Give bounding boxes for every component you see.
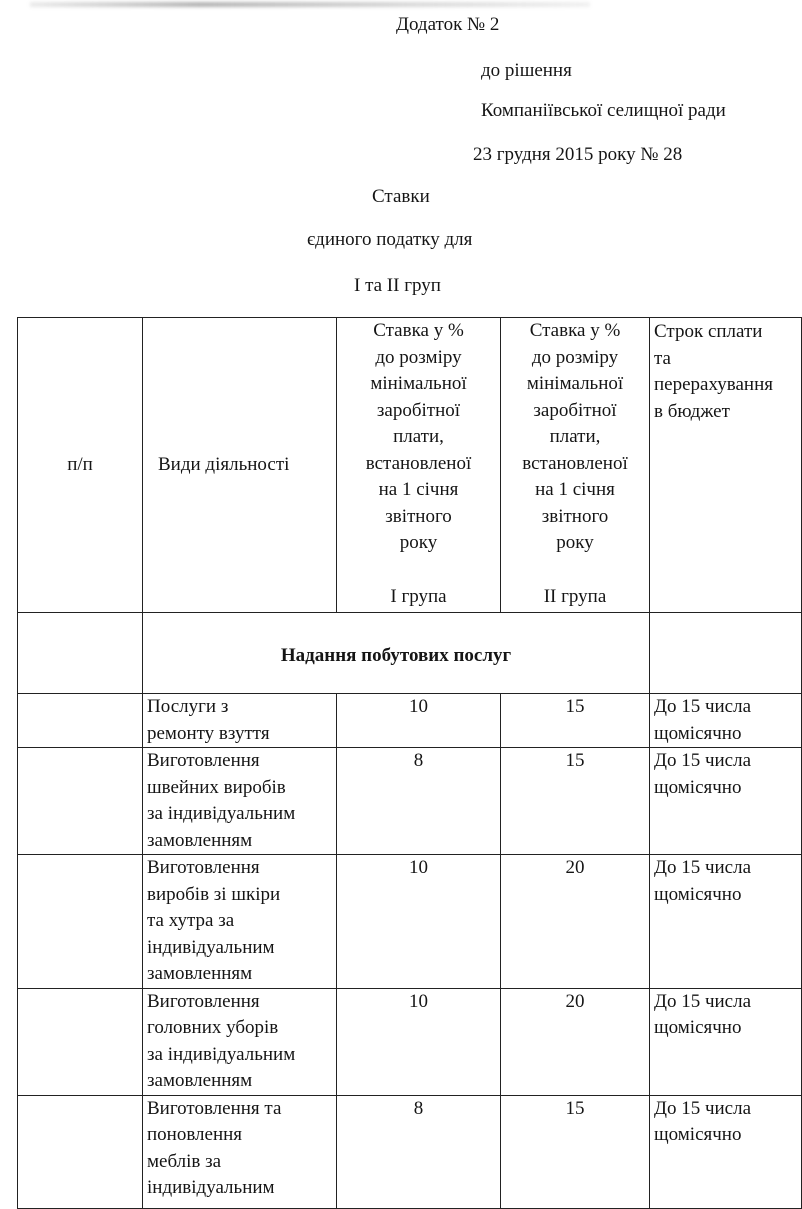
text-line: мінімальної [370, 373, 467, 394]
text-line: замовленням [147, 1070, 253, 1091]
row-index [18, 988, 143, 1095]
text-line: щомісячно [654, 722, 742, 744]
text-line: щомісячно [654, 1017, 742, 1038]
text-line: індивідуальним [147, 936, 275, 958]
row-payment-term [650, 988, 802, 1095]
table-row [18, 855, 802, 989]
table-row [18, 748, 802, 855]
text-line: перерахування [654, 374, 773, 395]
row-rate-group-2: 15 [501, 694, 650, 748]
section-title: Надання побутових послуг [143, 613, 650, 694]
header-rate-group-1 [337, 318, 501, 613]
header-rate-1-text [341, 318, 496, 557]
text-line: року [399, 532, 438, 553]
header-group-1-label: І група [390, 585, 447, 607]
text-line: за індивідуальним [147, 803, 296, 824]
row-rate-group-1: 10 [337, 694, 501, 748]
text-line: плати, [393, 426, 444, 447]
title-line-2: єдиного податку для [307, 229, 473, 250]
row-index [18, 694, 143, 748]
title-line-3: І та ІІ груп [354, 275, 441, 296]
text-line: та хутра за [147, 910, 235, 931]
section-term-cell [650, 613, 802, 694]
text-line: До 15 числа [654, 750, 752, 771]
text-line: головних уборів [147, 1017, 279, 1038]
header-group-2-label: ІІ група [543, 585, 607, 607]
text-line: виробів зі шкіри [147, 883, 281, 905]
annex-number: Додаток № 2 [396, 14, 500, 35]
text-line: звітного [541, 505, 609, 527]
row-payment-term [650, 855, 802, 989]
section-index-cell [18, 613, 143, 694]
text-line: меблів за [147, 1150, 222, 1172]
text-line: Виготовлення [147, 857, 260, 878]
text-line: щомісячно [654, 883, 742, 905]
text-line: щомісячно [654, 776, 742, 798]
row-index [18, 1095, 143, 1208]
row-index [18, 855, 143, 989]
text-line: мінімальної [526, 373, 624, 394]
header-rate-2-text [505, 318, 645, 557]
table-row [18, 1095, 802, 1208]
text-line: Ставка у % [529, 320, 621, 341]
text-line: в бюджет [654, 400, 730, 422]
section-row [18, 613, 802, 694]
table-row [18, 694, 802, 748]
text-line: встановленої [522, 452, 628, 474]
text-line: за індивідуальним [147, 1043, 296, 1065]
row-activity [143, 748, 337, 855]
text-line: До 15 числа [654, 990, 752, 1012]
text-line: До 15 числа [654, 1097, 752, 1119]
text-line: Послуги з [147, 696, 229, 717]
header-payment-term [650, 318, 802, 613]
text-line: щомісячно [654, 1124, 742, 1145]
text-line: До 15 числа [654, 696, 752, 717]
text-line: Виготовлення [147, 990, 260, 1012]
row-rate-group-2: 20 [501, 988, 650, 1095]
text-line: Ставка у % [373, 320, 464, 341]
row-rate-group-1: 8 [337, 1095, 501, 1208]
text-line: плати, [549, 426, 601, 447]
row-activity [143, 855, 337, 989]
row-payment-term [650, 1095, 802, 1208]
text-line: на 1 січня [535, 479, 615, 500]
text-line: встановленої [365, 452, 472, 474]
text-line: до розміру [375, 346, 462, 368]
header-term-text [654, 319, 797, 425]
row-payment-term [650, 694, 802, 748]
table-row [18, 988, 802, 1095]
scan-artifact-line [30, 2, 590, 7]
text-line: індивідуальним [147, 1177, 275, 1198]
text-line: на 1 січня [378, 479, 459, 500]
text-line: Строк сплати [654, 321, 763, 342]
text-line: звітного [385, 505, 452, 527]
annex-organization: Компаніївської селищної ради [481, 100, 726, 121]
text-line: року [556, 532, 594, 553]
row-rate-group-2: 20 [501, 855, 650, 989]
title-line-1: Ставки [372, 186, 430, 207]
row-rate-group-1: 10 [337, 855, 501, 989]
text-line: замовленням [147, 829, 253, 851]
row-payment-term [650, 748, 802, 855]
text-line: швейних виробів [147, 776, 286, 798]
table-header-row [18, 318, 802, 613]
tax-rates-table [17, 317, 802, 1209]
annex-date: 23 грудня 2015 року № 28 [473, 144, 683, 165]
row-rate-group-2: 15 [501, 748, 650, 855]
row-rate-group-1: 8 [337, 748, 501, 855]
text-line: ремонту взуття [147, 722, 270, 744]
text-line: до розміру [531, 346, 619, 368]
row-rate-group-1: 10 [337, 988, 501, 1095]
row-activity [143, 1095, 337, 1208]
text-line: До 15 числа [654, 857, 752, 878]
row-activity [143, 694, 337, 748]
row-activity [143, 988, 337, 1095]
header-index: п/п [18, 318, 143, 613]
text-line: та [654, 347, 671, 369]
text-line: Виготовлення та [147, 1097, 282, 1119]
text-line: заробітної [376, 399, 461, 421]
header-activity: Види діяльності [143, 318, 337, 613]
row-rate-group-2: 15 [501, 1095, 650, 1208]
annex-to-decision: до рішення [481, 60, 572, 81]
header-rate-group-2 [501, 318, 650, 613]
text-line: поновлення [147, 1124, 243, 1145]
row-index [18, 748, 143, 855]
text-line: Виготовлення [147, 750, 260, 771]
text-line: замовленням [147, 963, 253, 984]
text-line: заробітної [533, 399, 617, 421]
